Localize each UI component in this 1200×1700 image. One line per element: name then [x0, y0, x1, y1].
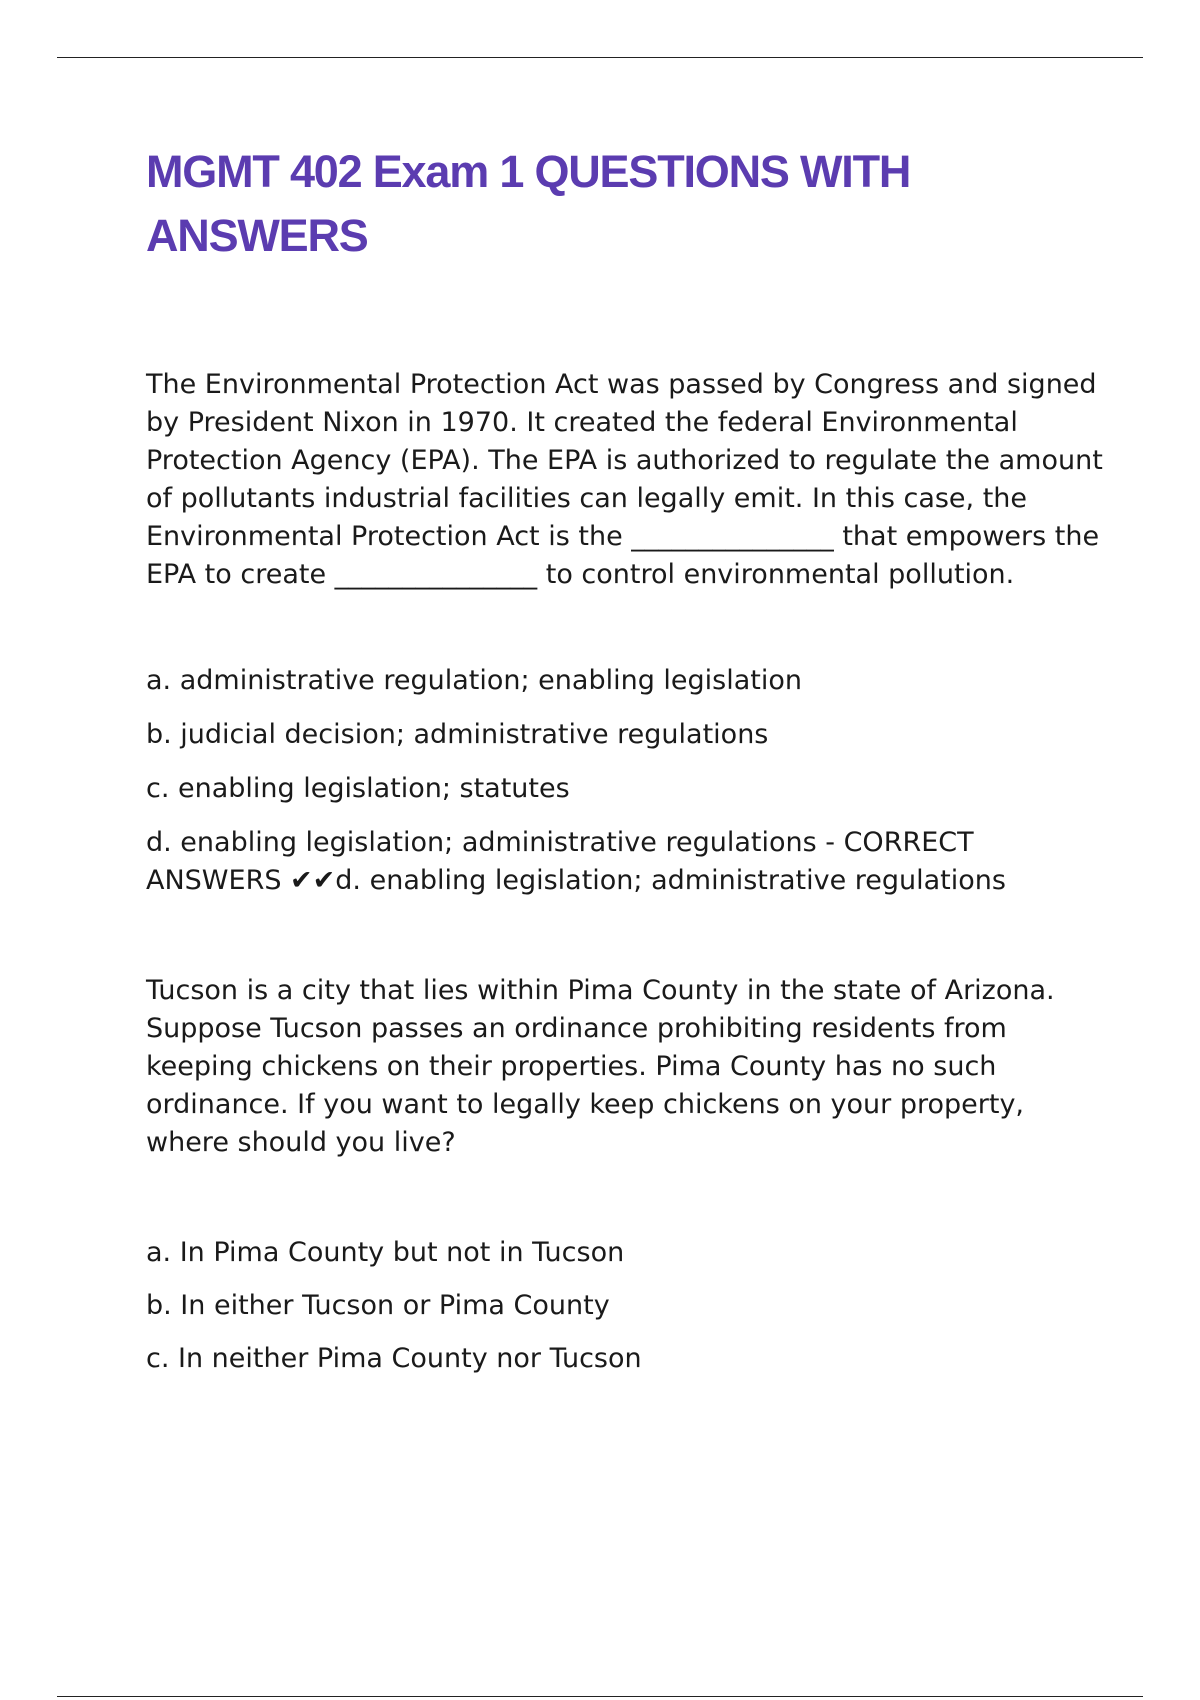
question-2-option-a: a. In Pima County but not in Tucson: [146, 1237, 625, 1268]
question-1-option-d: d. enabling legislation; administrative regulations - CORRECT ANSWERS ✔✔d. enabling legislation; administrative regulations: [146, 827, 1006, 896]
question-2-text: Tucson is a city that lies within Pima County in the state of Arizona. Suppose Tucson passes an ordinance prohibiting residents from keeping chickens on their properties. Pima County has no such ordinance. If you want to legally keep chickens on your property, where should you live?: [146, 975, 1055, 1158]
top-rule: [57, 57, 1143, 58]
question-2-options: [146, 1234, 1106, 1378]
question-1-options: [146, 662, 1106, 900]
page-content: [146, 140, 1106, 1393]
question-1-option-c: c. enabling legislation; statutes: [146, 773, 570, 804]
question-2-option-b: b. In either Tucson or Pima County: [146, 1290, 610, 1321]
question-2-option-c: c. In neither Pima County nor Tucson: [146, 1343, 642, 1374]
question-1-option-b: b. judicial decision; administrative regulations: [146, 719, 769, 750]
bottom-rule: [57, 1696, 1143, 1697]
document-title: MGMT 402 Exam 1 QUESTIONS WITH ANSWERS: [146, 146, 911, 261]
question-1-text: The Environmental Protection Act was passed by Congress and signed by President Nixon in 1970. It created the federal Environmental Protection Agency (EPA). The EPA is authorized to regulate the amount of pollutants industrial facilities can legally emit. In this case, the Environmental Protection Act is the _______________ that empowers the EPA to create _______________ to control environmental pollution.: [146, 369, 1103, 590]
question-1-option-a: a. administrative regulation; enabling legislation: [146, 665, 803, 696]
